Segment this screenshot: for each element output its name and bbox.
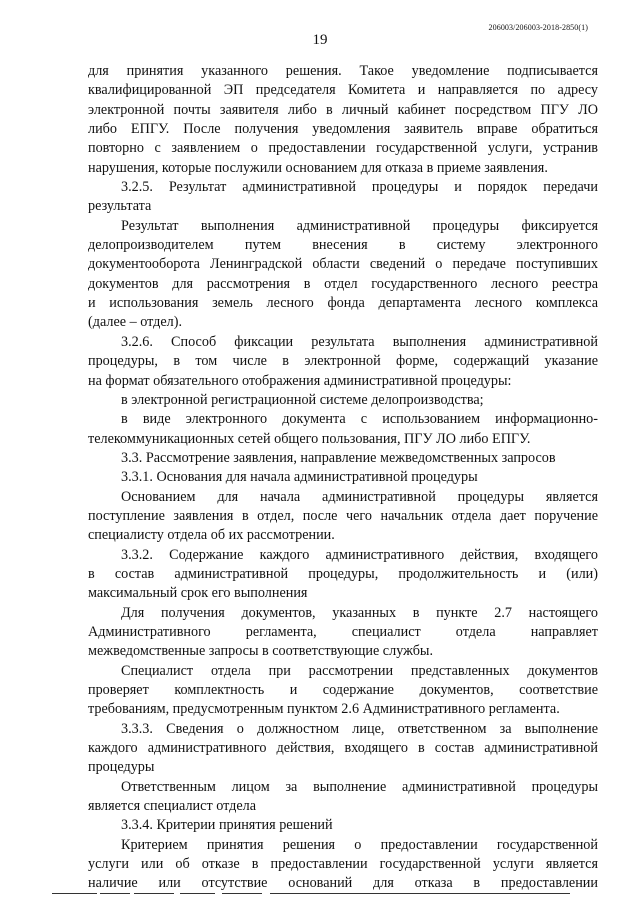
footer-rule [52,893,97,894]
text-line: телекоммуникационных сетей общего пользования, ПГУ ЛО либо ЕПГУ. [88,430,531,447]
text-line: специалисту отдела об их рассмотрении. [88,527,335,544]
text-line: Основанием для начала административной процедуры является [121,488,598,505]
text-line: Административного регламента, специалист отдела направляет [88,623,598,640]
text-line: услуги или об отказе в предоставлении государственной услуги является [88,856,598,873]
text-line: является специалист отдела [88,798,257,815]
text-line: межведомственные запросы в соответствующие службы. [88,643,434,660]
text-line: (далее – отдел). [88,314,183,331]
text-line: Критерием принятия решения о предоставлении государственной [121,836,598,853]
text-line: Результат выполнения административной процедуры фиксируется [121,217,598,234]
text-line: процедуры [88,759,155,776]
footer-rule [222,893,262,894]
text-line: Специалист отдела при рассмотрении представленных документов [121,662,598,679]
text-line: проверяет комплектность и содержание документов, соответствие [88,682,598,698]
text-line: 3.2.5. Результат административной процедуры и порядок передачи [121,179,598,196]
footer-rule [100,893,130,894]
text-line: либо ЕПГУ. После получения уведомления заявитель вправе обратиться [88,121,598,138]
document-body [88,62,598,894]
footer-rule [270,893,570,894]
text-line: 3.3. Рассмотрение заявления, направление межведомственных запросов [121,449,556,466]
text-line: и использования земель лесного фонда департамента лесного комплекса [88,295,598,312]
text-line: 3.3.4. Критерии принятия решений [121,817,333,834]
text-line: делопроизводителем путем внесения в систему электронного [88,237,598,254]
footer-rule [134,893,174,894]
text-line: 3.3.2. Содержание каждого административного действия, входящего [121,546,598,563]
text-line: Для получения документов, указанных в пункте 2.7 настоящего [121,604,598,621]
text-line: процедуры, в том числе в электронной форме, содержащий указание [88,353,598,370]
text-line: каждого административного действия, входящего в состав административной [88,740,598,757]
text-line: электронной почты заявителя либо в личный кабинет посредством ПГУ ЛО [88,101,598,118]
text-line: повторно с заявлением о предоставлении государственной услуги, устранив [88,140,598,157]
text-line: Ответственным лицом за выполнение административной процедуры [121,778,598,795]
text-line: требованиям, предусмотренным пунктом 2.6 Административного регламента. [88,701,560,718]
text-line: 3.2.6. Способ фиксации результата выполнения административной [121,333,598,350]
text-line: 3.3.1. Основания для начала административной процедуры [121,469,478,486]
text-line: максимальный срок его выполнения [88,585,308,602]
text-line: результата [88,198,152,215]
text-line: поступление заявления в отдел, после чего начальник отдела дает поручение [88,507,598,524]
document-code: 206003/206003-2018-2850(1) [488,23,588,32]
text-line: в виде электронного документа с использованием информационно- [121,411,598,428]
footer-rule [180,893,215,894]
text-line: документооборота Ленинградской области сведений о передаче поступивших [88,256,598,273]
text-line: для принятия указанного решения. Такое уведомление подписывается [88,63,598,79]
page-number: 19 [312,32,328,48]
text-line: нарушения, которые послужили основанием для отказа в приеме заявления. [88,159,548,176]
text-line: на формат обязательного отображения административной процедуры: [88,372,512,389]
text-line: документов для рассмотрения в отдел государственного лесного реестра [88,275,598,292]
text-line: в состав административной процедуры, продолжительность и (или) [88,565,598,582]
text-line: наличие или отсутствие оснований для отказа в предоставлении [88,875,598,892]
text-line: в электронной регистрационной системе делопроизводства; [121,391,484,408]
text-line: квалифицированной ЭП председателя Комитета и направляется по адресу [88,82,598,99]
text-line: 3.3.3. Сведения о должностном лице, ответственном за выполнение [121,720,598,737]
